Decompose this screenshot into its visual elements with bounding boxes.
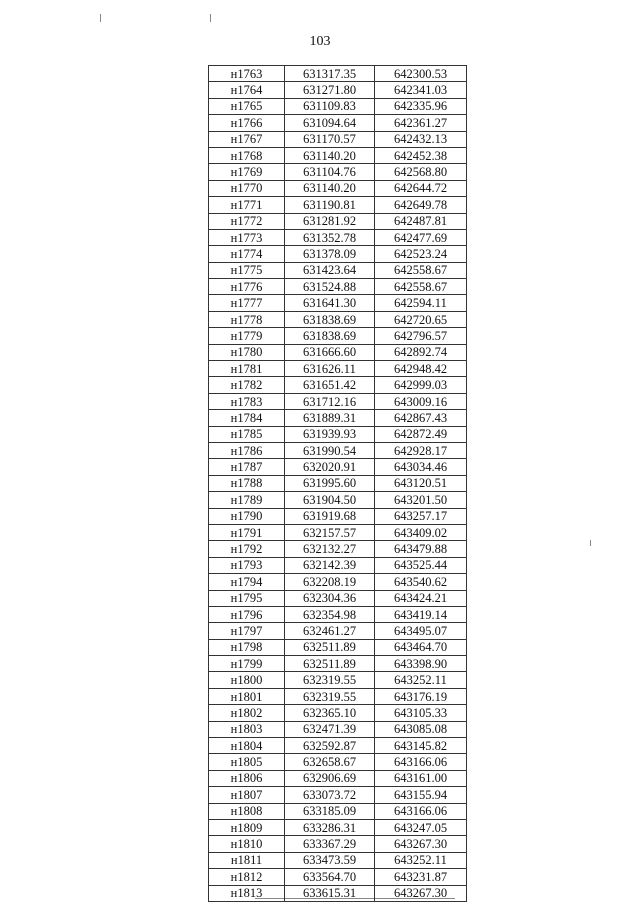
x-coordinate-cell: 632471.39 <box>285 721 375 737</box>
table-row <box>209 770 467 786</box>
table-row <box>209 442 467 458</box>
point-id-cell: н1779 <box>209 328 285 344</box>
point-id-cell: н1787 <box>209 459 285 475</box>
point-id-cell: н1771 <box>209 197 285 213</box>
y-coordinate-cell: 642594.11 <box>375 295 467 311</box>
table-row <box>209 475 467 491</box>
x-coordinate-cell: 632208.19 <box>285 574 375 590</box>
table-row <box>209 541 467 557</box>
point-id-cell: н1792 <box>209 541 285 557</box>
y-coordinate-cell: 643540.62 <box>375 574 467 590</box>
x-coordinate-cell: 632304.36 <box>285 590 375 606</box>
point-id-cell: н1790 <box>209 508 285 524</box>
point-id-cell: н1776 <box>209 279 285 295</box>
y-coordinate-cell: 642796.57 <box>375 328 467 344</box>
y-coordinate-cell: 642558.67 <box>375 262 467 278</box>
table-row <box>209 557 467 573</box>
y-coordinate-cell: 643424.21 <box>375 590 467 606</box>
y-coordinate-cell: 642867.43 <box>375 410 467 426</box>
point-id-cell: н1766 <box>209 115 285 131</box>
x-coordinate-cell: 632365.10 <box>285 705 375 721</box>
table-row <box>209 754 467 770</box>
point-id-cell: н1793 <box>209 557 285 573</box>
y-coordinate-cell: 643525.44 <box>375 557 467 573</box>
x-coordinate-cell: 631281.92 <box>285 213 375 229</box>
x-coordinate-cell: 631641.30 <box>285 295 375 311</box>
point-id-cell: н1767 <box>209 131 285 147</box>
point-id-cell: н1812 <box>209 869 285 885</box>
table-row <box>209 606 467 622</box>
x-coordinate-cell: 632592.87 <box>285 738 375 754</box>
y-coordinate-cell: 643161.00 <box>375 770 467 786</box>
point-id-cell: н1768 <box>209 147 285 163</box>
table-row <box>209 295 467 311</box>
point-id-cell: н1808 <box>209 803 285 819</box>
y-coordinate-cell: 642872.49 <box>375 426 467 442</box>
y-coordinate-cell: 642720.65 <box>375 311 467 327</box>
page-number: 103 <box>309 34 331 49</box>
x-coordinate-cell: 631889.31 <box>285 410 375 426</box>
point-id-cell: н1781 <box>209 361 285 377</box>
point-id-cell: н1765 <box>209 98 285 114</box>
point-id-cell: н1784 <box>209 410 285 426</box>
table-row <box>209 656 467 672</box>
table-row <box>209 705 467 721</box>
point-id-cell: н1799 <box>209 656 285 672</box>
y-coordinate-cell: 643145.82 <box>375 738 467 754</box>
x-coordinate-cell: 632319.55 <box>285 672 375 688</box>
point-id-cell: н1764 <box>209 82 285 98</box>
point-id-cell: н1796 <box>209 606 285 622</box>
point-id-cell: н1797 <box>209 623 285 639</box>
y-coordinate-cell: 643105.33 <box>375 705 467 721</box>
y-coordinate-cell: 642892.74 <box>375 344 467 360</box>
table-row <box>209 852 467 868</box>
table-row <box>209 639 467 655</box>
y-coordinate-cell: 642568.80 <box>375 164 467 180</box>
point-id-cell: н1800 <box>209 672 285 688</box>
table-row <box>209 180 467 196</box>
y-coordinate-cell: 642452.38 <box>375 147 467 163</box>
point-id-cell: н1769 <box>209 164 285 180</box>
x-coordinate-cell: 632461.27 <box>285 623 375 639</box>
point-id-cell: н1763 <box>209 66 285 82</box>
y-coordinate-cell: 642300.53 <box>375 66 467 82</box>
table-row <box>209 279 467 295</box>
y-coordinate-cell: 642432.13 <box>375 131 467 147</box>
point-id-cell: н1810 <box>209 836 285 852</box>
x-coordinate-cell: 632142.39 <box>285 557 375 573</box>
point-id-cell: н1807 <box>209 787 285 803</box>
x-coordinate-cell: 632511.89 <box>285 656 375 672</box>
y-coordinate-cell: 643495.07 <box>375 623 467 639</box>
table-row <box>209 147 467 163</box>
table-row <box>209 426 467 442</box>
table-row <box>209 803 467 819</box>
coordinates-table <box>208 65 467 902</box>
x-coordinate-cell: 633473.59 <box>285 852 375 868</box>
point-id-cell: н1775 <box>209 262 285 278</box>
point-id-cell: н1789 <box>209 492 285 508</box>
point-id-cell: н1811 <box>209 852 285 868</box>
x-coordinate-cell: 631666.60 <box>285 344 375 360</box>
table-row <box>209 82 467 98</box>
x-coordinate-cell: 631140.20 <box>285 147 375 163</box>
x-coordinate-cell: 631626.11 <box>285 361 375 377</box>
coordinates-table-body <box>209 66 467 902</box>
point-id-cell: н1786 <box>209 442 285 458</box>
table-row <box>209 787 467 803</box>
x-coordinate-cell: 632511.89 <box>285 639 375 655</box>
point-id-cell: н1795 <box>209 590 285 606</box>
y-coordinate-cell: 642335.96 <box>375 98 467 114</box>
y-coordinate-cell: 643120.51 <box>375 475 467 491</box>
y-coordinate-cell: 643034.46 <box>375 459 467 475</box>
table-row <box>209 574 467 590</box>
point-id-cell: н1770 <box>209 180 285 196</box>
point-id-cell: н1803 <box>209 721 285 737</box>
point-id-cell: н1778 <box>209 311 285 327</box>
scan-mark <box>210 14 211 22</box>
y-coordinate-cell: 642948.42 <box>375 361 467 377</box>
table-row <box>209 131 467 147</box>
table-row <box>209 197 467 213</box>
table-row <box>209 410 467 426</box>
x-coordinate-cell: 631190.81 <box>285 197 375 213</box>
table-row <box>209 623 467 639</box>
x-coordinate-cell: 631140.20 <box>285 180 375 196</box>
y-coordinate-cell: 642999.03 <box>375 377 467 393</box>
table-row <box>209 311 467 327</box>
x-coordinate-cell: 633367.29 <box>285 836 375 852</box>
point-id-cell: н1783 <box>209 393 285 409</box>
point-id-cell: н1774 <box>209 246 285 262</box>
table-row <box>209 98 467 114</box>
y-coordinate-cell: 642649.78 <box>375 197 467 213</box>
x-coordinate-cell: 631271.80 <box>285 82 375 98</box>
table-row <box>209 246 467 262</box>
y-coordinate-cell: 642558.67 <box>375 279 467 295</box>
x-coordinate-cell: 633286.31 <box>285 819 375 835</box>
table-row <box>209 672 467 688</box>
table-row <box>209 213 467 229</box>
y-coordinate-cell: 642487.81 <box>375 213 467 229</box>
x-coordinate-cell: 632354.98 <box>285 606 375 622</box>
point-id-cell: н1773 <box>209 229 285 245</box>
point-id-cell: н1798 <box>209 639 285 655</box>
point-id-cell: н1804 <box>209 738 285 754</box>
point-id-cell: н1780 <box>209 344 285 360</box>
x-coordinate-cell: 633073.72 <box>285 787 375 803</box>
y-coordinate-cell: 642361.27 <box>375 115 467 131</box>
x-coordinate-cell: 631904.50 <box>285 492 375 508</box>
x-coordinate-cell: 631651.42 <box>285 377 375 393</box>
x-coordinate-cell: 631990.54 <box>285 442 375 458</box>
x-coordinate-cell: 631104.76 <box>285 164 375 180</box>
x-coordinate-cell: 631378.09 <box>285 246 375 262</box>
point-id-cell: н1806 <box>209 770 285 786</box>
y-coordinate-cell: 643479.88 <box>375 541 467 557</box>
point-id-cell: н1794 <box>209 574 285 590</box>
table-row <box>209 688 467 704</box>
y-coordinate-cell: 643257.17 <box>375 508 467 524</box>
y-coordinate-cell: 643009.16 <box>375 393 467 409</box>
y-coordinate-cell: 643252.11 <box>375 672 467 688</box>
x-coordinate-cell: 631838.69 <box>285 328 375 344</box>
table-row <box>209 721 467 737</box>
y-coordinate-cell: 643176.19 <box>375 688 467 704</box>
y-coordinate-cell: 643166.06 <box>375 754 467 770</box>
x-coordinate-cell: 633185.09 <box>285 803 375 819</box>
point-id-cell: н1782 <box>209 377 285 393</box>
y-coordinate-cell: 643085.08 <box>375 721 467 737</box>
table-row <box>209 328 467 344</box>
x-coordinate-cell: 631352.78 <box>285 229 375 245</box>
x-coordinate-cell: 631838.69 <box>285 311 375 327</box>
x-coordinate-cell: 631170.57 <box>285 131 375 147</box>
x-coordinate-cell: 632020.91 <box>285 459 375 475</box>
y-coordinate-cell: 643267.30 <box>375 885 467 901</box>
table-row <box>209 524 467 540</box>
y-coordinate-cell: 642523.24 <box>375 246 467 262</box>
point-id-cell: н1802 <box>209 705 285 721</box>
x-coordinate-cell: 631939.93 <box>285 426 375 442</box>
x-coordinate-cell: 631524.88 <box>285 279 375 295</box>
point-id-cell: н1788 <box>209 475 285 491</box>
table-row <box>209 115 467 131</box>
y-coordinate-cell: 643267.30 <box>375 836 467 852</box>
scan-mark <box>100 14 101 22</box>
y-coordinate-cell: 643201.50 <box>375 492 467 508</box>
table-row <box>209 508 467 524</box>
y-coordinate-cell: 643155.94 <box>375 787 467 803</box>
table-row <box>209 836 467 852</box>
x-coordinate-cell: 632906.69 <box>285 770 375 786</box>
table-row <box>209 361 467 377</box>
y-coordinate-cell: 643247.05 <box>375 819 467 835</box>
point-id-cell: н1791 <box>209 524 285 540</box>
x-coordinate-cell: 631712.16 <box>285 393 375 409</box>
x-coordinate-cell: 631919.68 <box>285 508 375 524</box>
table-row <box>209 819 467 835</box>
y-coordinate-cell: 643166.06 <box>375 803 467 819</box>
point-id-cell: н1785 <box>209 426 285 442</box>
x-coordinate-cell: 631109.83 <box>285 98 375 114</box>
x-coordinate-cell: 631423.64 <box>285 262 375 278</box>
y-coordinate-cell: 643409.02 <box>375 524 467 540</box>
point-id-cell: н1777 <box>209 295 285 311</box>
scan-mark <box>590 540 591 546</box>
table-row <box>209 738 467 754</box>
y-coordinate-cell: 642644.72 <box>375 180 467 196</box>
x-coordinate-cell: 632319.55 <box>285 688 375 704</box>
y-coordinate-cell: 642477.69 <box>375 229 467 245</box>
table-row <box>209 393 467 409</box>
x-coordinate-cell: 633564.70 <box>285 869 375 885</box>
table-row <box>209 262 467 278</box>
y-coordinate-cell: 643419.14 <box>375 606 467 622</box>
y-coordinate-cell: 643231.87 <box>375 869 467 885</box>
x-coordinate-cell: 631317.35 <box>285 66 375 82</box>
point-id-cell: н1801 <box>209 688 285 704</box>
y-coordinate-cell: 643464.70 <box>375 639 467 655</box>
y-coordinate-cell: 643252.11 <box>375 852 467 868</box>
table-row <box>209 344 467 360</box>
table-row <box>209 590 467 606</box>
x-coordinate-cell: 632132.27 <box>285 541 375 557</box>
point-id-cell: н1809 <box>209 819 285 835</box>
x-coordinate-cell: 631094.64 <box>285 115 375 131</box>
table-row <box>209 459 467 475</box>
table-row <box>209 492 467 508</box>
x-coordinate-cell: 632157.57 <box>285 524 375 540</box>
y-coordinate-cell: 643398.90 <box>375 656 467 672</box>
table-row <box>209 164 467 180</box>
table-row <box>209 229 467 245</box>
x-coordinate-cell: 632658.67 <box>285 754 375 770</box>
table-row <box>209 885 467 901</box>
table-row <box>209 377 467 393</box>
x-coordinate-cell: 631995.60 <box>285 475 375 491</box>
y-coordinate-cell: 642341.03 <box>375 82 467 98</box>
point-id-cell: н1805 <box>209 754 285 770</box>
point-id-cell: н1813 <box>209 885 285 901</box>
x-coordinate-cell: 633615.31 <box>285 885 375 901</box>
table-row <box>209 66 467 82</box>
y-coordinate-cell: 642928.17 <box>375 442 467 458</box>
table-row <box>209 869 467 885</box>
point-id-cell: н1772 <box>209 213 285 229</box>
